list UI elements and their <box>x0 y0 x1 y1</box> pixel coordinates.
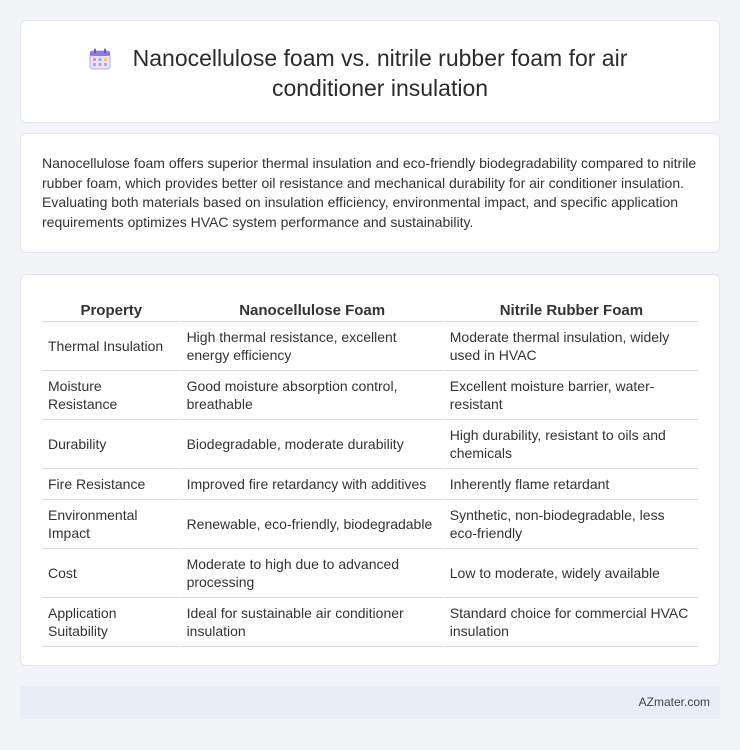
table-cell-nitrile: Moderate thermal insulation, widely used in HVAC <box>443 322 698 371</box>
table-cell-nanocellulose: Improved fire retardancy with additives <box>180 469 443 500</box>
table-row <box>43 371 698 420</box>
table-cell-property: Moisture Resistance <box>43 371 180 420</box>
footer-bar <box>20 686 720 719</box>
table-cell-nitrile: Standard choice for commercial HVAC insulation <box>443 598 698 647</box>
table-cell-nitrile: High durability, resistant to oils and chemicals <box>443 420 698 469</box>
table-cell-property: Fire Resistance <box>43 469 180 500</box>
table-cell-nanocellulose: Biodegradable, moderate durability <box>180 420 443 469</box>
table-cell-nanocellulose: Ideal for sustainable air conditioner insulation <box>180 598 443 647</box>
table-cell-property: Application Suitability <box>43 598 180 647</box>
table-cell-property: Durability <box>43 420 180 469</box>
table-cell-property: Thermal Insulation <box>43 322 180 371</box>
table-row <box>43 598 698 647</box>
footer-brand[interactable]: AZmater.com <box>638 695 710 709</box>
table-cell-nitrile: Inherently flame retardant <box>443 469 698 500</box>
table-row <box>43 322 698 371</box>
table-cell-nanocellulose: Good moisture absorption control, breathable <box>180 371 443 420</box>
table-cell-property: Environmental Impact <box>43 500 180 549</box>
intro-card <box>20 133 720 253</box>
comparison-table <box>43 295 698 647</box>
table-cell-nitrile: Synthetic, non-biodegradable, less eco-friendly <box>443 500 698 549</box>
table-row <box>43 469 698 500</box>
column-header-nanocellulose: Nanocellulose Foam <box>180 295 443 322</box>
table-row <box>43 549 698 598</box>
table-cell-nanocellulose: High thermal resistance, excellent energy efficiency <box>180 322 443 371</box>
comparison-table-card <box>20 274 720 666</box>
table-cell-property: Cost <box>43 549 180 598</box>
table-cell-nitrile: Excellent moisture barrier, water-resistant <box>443 371 698 420</box>
table-header-row <box>43 295 698 322</box>
table-cell-nanocellulose: Moderate to high due to advanced processing <box>180 549 443 598</box>
table-row <box>43 500 698 549</box>
column-header-property: Property <box>43 295 180 322</box>
intro-paragraph: Nanocellulose foam offers superior thermal insulation and eco-friendly biodegradability compared to nitrile rubber foam, which provides better oil resistance and mechanical durability for air conditioner insulation. Evaluating both materials based on insulation efficiency, environmental impact, and specific application requirements optimizes HVAC system performance and sustainability. <box>42 155 697 230</box>
table-cell-nitrile: Low to moderate, widely available <box>443 549 698 598</box>
table-row <box>43 420 698 469</box>
title-card <box>20 20 720 123</box>
table-cell-nanocellulose: Renewable, eco-friendly, biodegradable <box>180 500 443 549</box>
page-title: Nanocellulose foam vs. nitrile rubber foam for air conditioner insulation <box>132 45 628 101</box>
column-header-nitrile: Nitrile Rubber Foam <box>443 295 698 322</box>
